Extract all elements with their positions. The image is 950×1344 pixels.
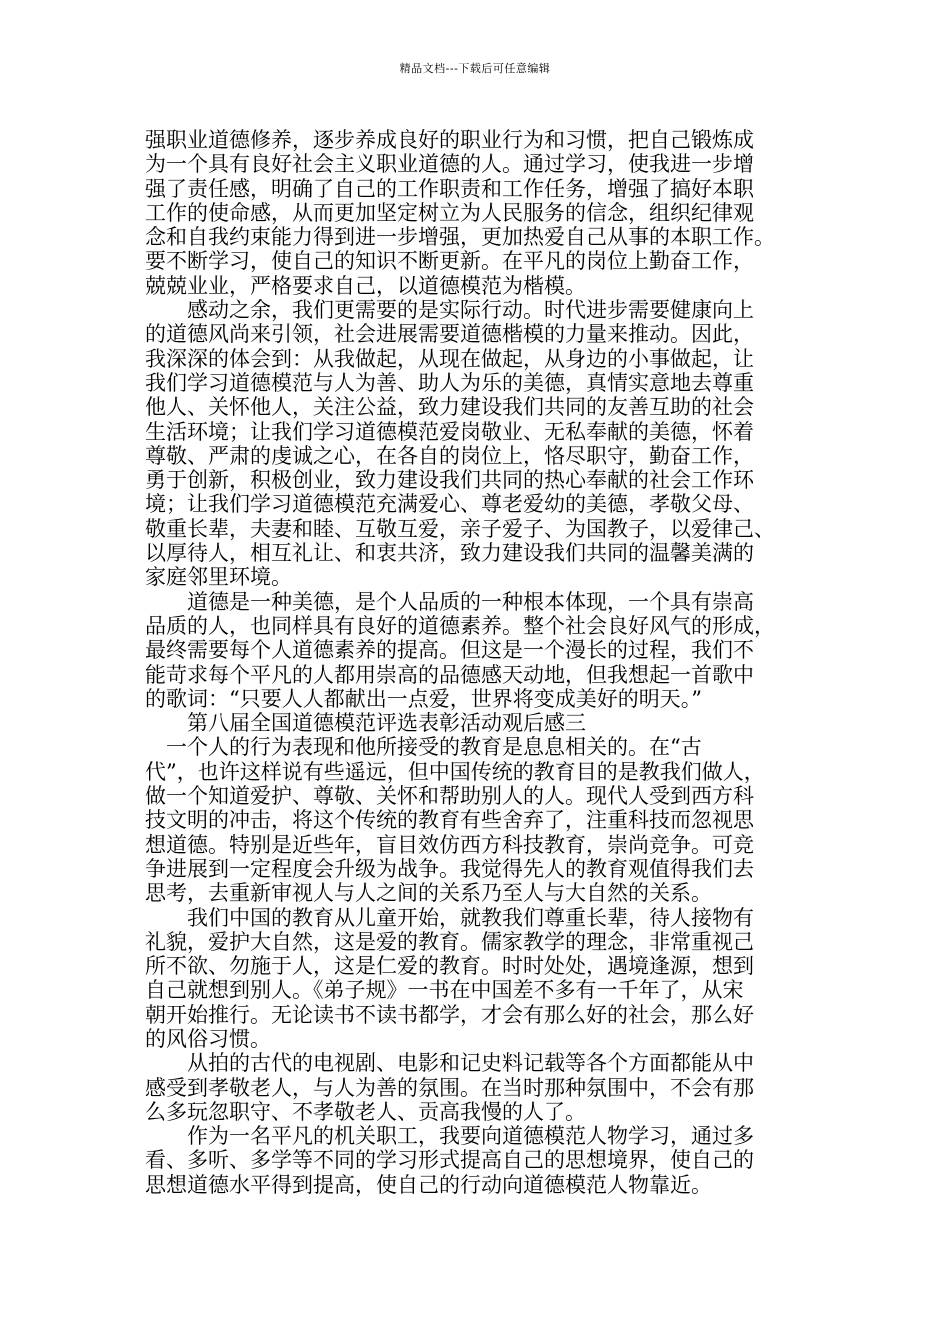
text-line: 能苛求每个平凡的人都用崇高的品德感天动地，但我想起一首歌中 (145, 662, 754, 687)
text-line: 家庭邻里环境。 (145, 565, 292, 590)
text-line: 强职业道德修养，逐步养成良好的职业行为和习惯，把自己锻炼成 (145, 128, 754, 152)
section-title: 第八届全国道德模范评选表彰活动观后感三 (145, 711, 586, 736)
text-line: 我深深的体会到：从我做起，从现在做起，从身边的小事做起，让 (145, 346, 754, 371)
document-body (145, 128, 817, 1197)
text-line: 他人、关怀他人，关注公益，致力建设我们共同的友善互助的社会 (145, 395, 754, 420)
text-line: 一个人的行为表现和他所接受的教育是息息相关的。在“古 (145, 735, 702, 760)
text-line: 工作的使命感，从而更加坚定树立为人民服务的信念，组织纪律观 (145, 200, 754, 225)
text-line: 为一个具有良好社会主义职业道德的人。通过学习，使我进一步增 (145, 152, 754, 177)
text-line: 做一个知道爱护、尊敬、关怀和帮助别人的人。现代人受到西方科 (145, 784, 754, 809)
text-line: 兢兢业业，严格要求自己，以道德模范为楷模。 (145, 273, 586, 298)
text-line: 的风俗习惯。 (145, 1026, 271, 1051)
text-line: 生活环境；让我们学习道德模范爱岗敬业、无私奉献的美德，怀着 (145, 419, 754, 444)
text-line: 么多玩忽职守、不孝敬老人、贡高我慢的人了。 (145, 1099, 586, 1124)
text-line: 要不断学习，使自己的知识不断更新。在平凡的岗位上勤奋工作， (145, 249, 754, 274)
text-line: 朝开始推行。无论读书不读书都学，才会有那么好的社会，那么好 (145, 1002, 754, 1027)
text-line: 所不欲、勿施于人，这是仁爱的教育。时时处处，遇境逢源，想到 (145, 954, 754, 979)
text-line: 思想道德水平得到提高，使自己的行动向道德模范人物靠近。 (145, 1172, 712, 1197)
page-header: 精品文档---下载后可任意编辑 (399, 62, 551, 75)
text-line: 尊敬、严肃的虔诚之心，在各自的岗位上，恪尽职守，勤奋工作， (145, 443, 754, 468)
text-line: 道德是一种美德，是个人品质的一种根本体现，一个具有崇高 (145, 589, 754, 614)
text-line: 最终需要每个人道德素养的提高。但这是一个漫长的过程，我们不 (145, 638, 754, 663)
text-line: 感受到孝敬老人，与人为善的氛围。在当时那种氛围中，不会有那 (145, 1075, 754, 1100)
text-line: 代”，也许这样说有些遥远，但中国传统的教育目的是教我们做人， (145, 759, 765, 784)
text-line: 的歌词：“只要人人都献出一点爱，世界将变成美好的明天。” (145, 686, 702, 711)
text-line: 礼貌，爱护大自然，这是爱的教育。儒家教学的理念，非常重视己 (145, 929, 754, 954)
text-line: 思考，去重新审视人与人之间的关系乃至人与大自然的关系。 (145, 881, 712, 906)
text-line: 境；让我们学习道德模范充满爱心、尊老爱幼的美德，孝敬父母、 (145, 492, 754, 517)
text-line: 的道德风尚来引领，社会进展需要道德楷模的力量来推动。因此， (145, 322, 754, 347)
text-line: 从拍的古代的电视剧、电影和记史料记载等各个方面都能从中 (145, 1051, 754, 1076)
text-line: 品质的人，也同样具有良好的道德素养。整个社会良好风气的形成， (145, 613, 775, 638)
text-line: 敬重长辈，夫妻和睦、互敬互爱，亲子爱子、为国教子，以爱律己、 (145, 516, 775, 541)
text-line: 强了责任感，明确了自己的工作职责和工作任务，增强了搞好本职 (145, 176, 754, 201)
text-line: 感动之余，我们更需要的是实际行动。时代进步需要健康向上 (145, 298, 754, 323)
text-line: 我们学习道德模范与人为善、助人为乐的美德，真情实意地去尊重 (145, 370, 754, 395)
text-line: 技文明的冲击，将这个传统的教育有些舍弃了，注重科技而忽视思 (145, 808, 754, 833)
text-line: 念和自我约束能力得到进一步增强，更加热爱自己从事的本职工作。 (145, 225, 775, 250)
text-line: 作为一名平凡的机关职工，我要向道德模范人物学习，通过多 (145, 1124, 754, 1149)
text-line: 以厚待人，相互礼让、和衷共济，致力建设我们共同的温馨美满的 (145, 541, 754, 566)
text-line: 自己就想到别人。《弟子规》一书在中国差不多有一千年了，从宋 (145, 978, 744, 1003)
text-line: 争进展到一定程度会升级为战争。我觉得先人的教育观值得我们去 (145, 856, 754, 881)
text-line: 我们中国的教育从儿童开始，就教我们尊重长辈，待人接物有 (145, 905, 754, 930)
text-line: 勇于创新，积极创业，致力建设我们共同的热心奉献的社会工作环 (145, 468, 754, 493)
text-line: 想道德。特别是近些年，盲目效仿西方科技教育，崇尚竞争。可竞 (145, 832, 754, 857)
text-line: 看、多听、多学等不同的学习形式提高自己的思想境界，使自己的 (145, 1148, 754, 1173)
